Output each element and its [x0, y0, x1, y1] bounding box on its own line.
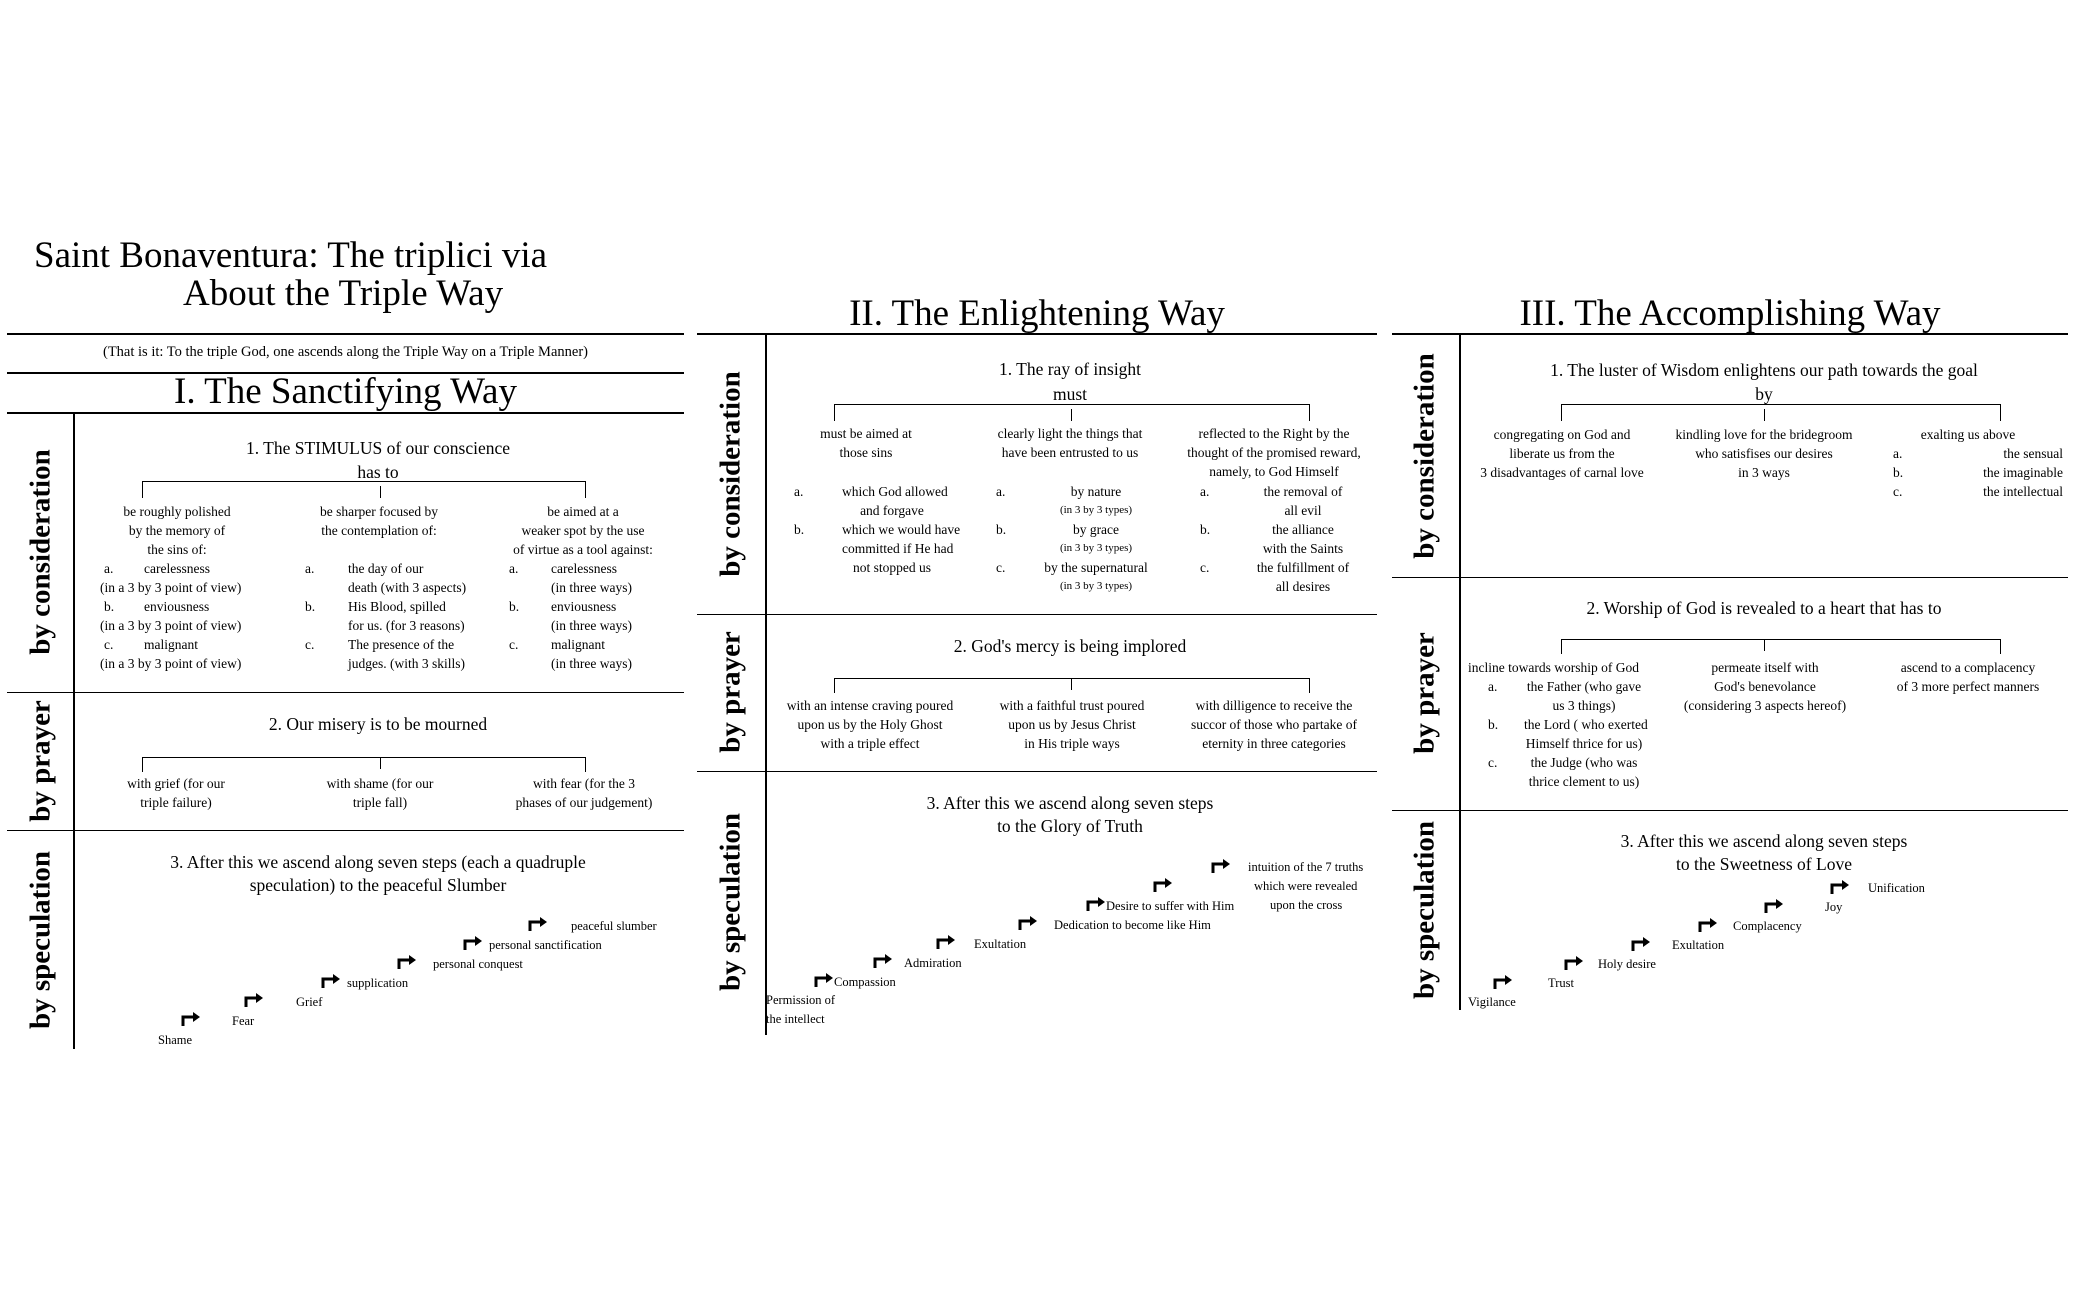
way2-label-consideration: by consideration: [714, 371, 747, 577]
step-label: Compassion: [834, 975, 896, 989]
way3-title: III. The Accomplishing Way: [1519, 293, 1941, 334]
step-label: Exultation: [974, 937, 1027, 951]
step-arrow-icon: [1017, 915, 1039, 931]
subtitle: (That is it: To the triple God, one ascends along the Triple Way on a Triple Manner): [103, 344, 588, 360]
way2-c-head1: 1. The ray of insight: [998, 359, 1142, 379]
way1-col3: be aimed at a weaker spot by the use of virtue as a tool against:: [513, 504, 653, 557]
way2-col2: clearly light the things that have been entrusted to us: [997, 426, 1143, 460]
step-label: which were revealed: [1254, 879, 1358, 893]
step-label: Shame: [158, 1033, 193, 1047]
step-label: personal conquest: [433, 957, 523, 971]
way3-label-consideration: by consideration: [1408, 353, 1441, 559]
way3-s-head1: 3. After this we ascend along seven steps: [1620, 831, 1908, 851]
step-arrow-icon: [1763, 898, 1785, 914]
step-label: Complacency: [1733, 919, 1802, 933]
way2-p3: with dilligence to receive the succor of those who partake of eternity in three categories: [1190, 698, 1358, 751]
step-arrow-icon: [1697, 917, 1719, 933]
way1-col1-items: a. carelessness (in a 3 by 3 point of view) b. enviousness (in a 3 by 3 point of view) c. malignant (in a 3 by 3 point of view): [100, 561, 242, 671]
way3-col3: exalting us above: [1920, 427, 2016, 442]
way2-label-prayer: by prayer: [714, 631, 747, 753]
way1-col2: be sharper focused by the contemplation of:: [319, 504, 439, 538]
way3-c-head2: by: [1755, 384, 1773, 404]
step-arrow-icon: [813, 972, 835, 988]
way3-col2: kindling love for the bridegroom who satisfises our desires in 3 ways: [1675, 427, 1853, 480]
way1-p1: with grief (for our triple failure): [127, 776, 225, 810]
step-arrow-icon: [1210, 858, 1232, 874]
way1-col2-items: a. the day of our death (with 3 aspects) b. His Blood, spilled for us. (for 3 reasons) c. The presence of the judges. (with 3 skills): [305, 561, 467, 671]
way2-s-head2: to the Glory of Truth: [997, 816, 1143, 836]
way1-c-head2: has to: [357, 462, 399, 482]
step-arrow-icon: [872, 953, 894, 969]
step-label: Joy: [1825, 900, 1843, 914]
way3-label-speculation: by speculation: [1408, 820, 1441, 1000]
step-label: Desire to suffer with Him: [1106, 899, 1235, 913]
way3-col3-items: a. the sensual b. the imaginable c. the intellectual: [1893, 446, 2063, 499]
step-arrow-icon: [1630, 936, 1652, 952]
step-label: Admiration: [904, 956, 962, 970]
step-arrow-icon: [1152, 877, 1174, 893]
way1-label-consideration: by consideration: [24, 449, 57, 655]
step-label: upon the cross: [1270, 898, 1343, 912]
step-arrow-icon: [462, 935, 484, 951]
way2-s-head1: 3. After this we ascend along seven steps: [926, 793, 1214, 813]
way2-p-head: 2. God's mercy is being implored: [953, 636, 1187, 656]
way2-col3: reflected to the Right by the thought of the promised reward, namely, to God Himself: [1187, 426, 1361, 479]
way1-p-head: 2. Our misery is to be mourned: [268, 714, 488, 734]
step-label: Dedication to become like Him: [1054, 918, 1211, 932]
step-arrow-icon: [1563, 955, 1585, 971]
way1-col1: be roughly polished by the memory of the sins of:: [123, 504, 231, 557]
step-arrow-icon: [396, 954, 418, 970]
step-label: the intellect: [766, 1012, 825, 1026]
way2-col2-items: a. by nature (in 3 by 3 types) b. by grace (in 3 by 3 types) c. by the supernatural (in 3 by 3 types): [996, 484, 1148, 592]
step-arrow-icon: [935, 934, 957, 950]
way1-s-head2: speculation) to the peaceful Slumber: [249, 875, 507, 895]
step-arrow-icon: [320, 973, 342, 989]
main-title: Saint Bonaventura: The triplici via: [34, 235, 548, 276]
step-label: peaceful slumber: [571, 919, 657, 933]
way2-col3-items: a. the removal of all evil b. the alliance with the Saints c. the fulfillment of all desires: [1200, 484, 1350, 594]
step-label: Unification: [1868, 881, 1925, 895]
step-label: Grief: [296, 995, 323, 1009]
main-title-sub: About the Triple Way: [183, 273, 504, 314]
way1-title: I. The Sanctifying Way: [174, 371, 517, 412]
way2-col1-items: a. which God allowed and forgave b. which we would have committed if He had not stopped us: [794, 484, 961, 575]
way1-label-prayer: by prayer: [24, 700, 57, 822]
step-arrow-icon: [243, 992, 265, 1008]
way3-c-head1: 1. The luster of Wisdom enlightens our path towards the goal: [1550, 360, 1978, 380]
step-label: personal sanctification: [489, 938, 602, 952]
way1-s-head1: 3. After this we ascend along seven steps (each a quadruple: [170, 852, 586, 872]
way3-p2: permeate itself with God's benevolance (considering 3 aspects hereof): [1683, 660, 1847, 713]
way1-col3-items: a. carelessness (in three ways) b. enviousness (in three ways) c. malignant (in three ways): [509, 561, 632, 671]
step-label: Holy desire: [1598, 957, 1656, 971]
step-arrow-icon: [1829, 879, 1851, 895]
way2-c-head2: must: [1052, 384, 1088, 404]
step-label: intuition of the 7 truths: [1248, 860, 1364, 874]
step-arrow-icon: [1492, 974, 1514, 990]
way3-p-head: 2. Worship of God is revealed to a heart that has to: [1586, 598, 1942, 618]
way3-p1: incline towards worship of God a. the Father (who gave us 3 things) b. the Lord ( who exerted Himself thrice for us) c. the Judge (who was thrice clement to us): [1468, 660, 1648, 789]
way2-p2: with a faithful trust poured upon us by Jesus Christ in His triple ways: [999, 698, 1145, 751]
way2-label-speculation: by speculation: [714, 812, 747, 992]
step-arrow-icon: [1085, 896, 1107, 912]
way3-s-head2: to the Sweetness of Love: [1676, 854, 1852, 874]
way3-p3: ascend to a complacency of 3 more perfect manners: [1896, 660, 2040, 694]
way1-p3: with fear (for the 3 phases of our judgement): [515, 776, 653, 810]
step-label: Exultation: [1672, 938, 1725, 952]
way2-p1: with an intense craving poured upon us by the Holy Ghost with a triple effect: [786, 698, 954, 751]
step-arrow-icon: [180, 1011, 202, 1027]
step-label: Vigilance: [1468, 995, 1516, 1009]
way2-col1: must be aimed at those sins: [820, 426, 912, 460]
way1-c-head1: 1. The STIMULUS of our conscience: [245, 438, 511, 458]
way3-col1: congregating on God and liberate us from the 3 disadvantages of carnal love: [1480, 427, 1644, 480]
way2-title: II. The Enlightening Way: [849, 293, 1225, 334]
way1-label-speculation: by speculation: [24, 850, 57, 1030]
way1-p2: with shame (for our triple fall): [326, 776, 434, 810]
way3-label-prayer: by prayer: [1408, 632, 1441, 754]
step-arrow-icon: [527, 916, 549, 932]
step-label: supplication: [347, 976, 409, 990]
step-label: Permission of: [766, 993, 836, 1007]
step-label: Fear: [232, 1014, 255, 1028]
step-label: Trust: [1548, 976, 1574, 990]
